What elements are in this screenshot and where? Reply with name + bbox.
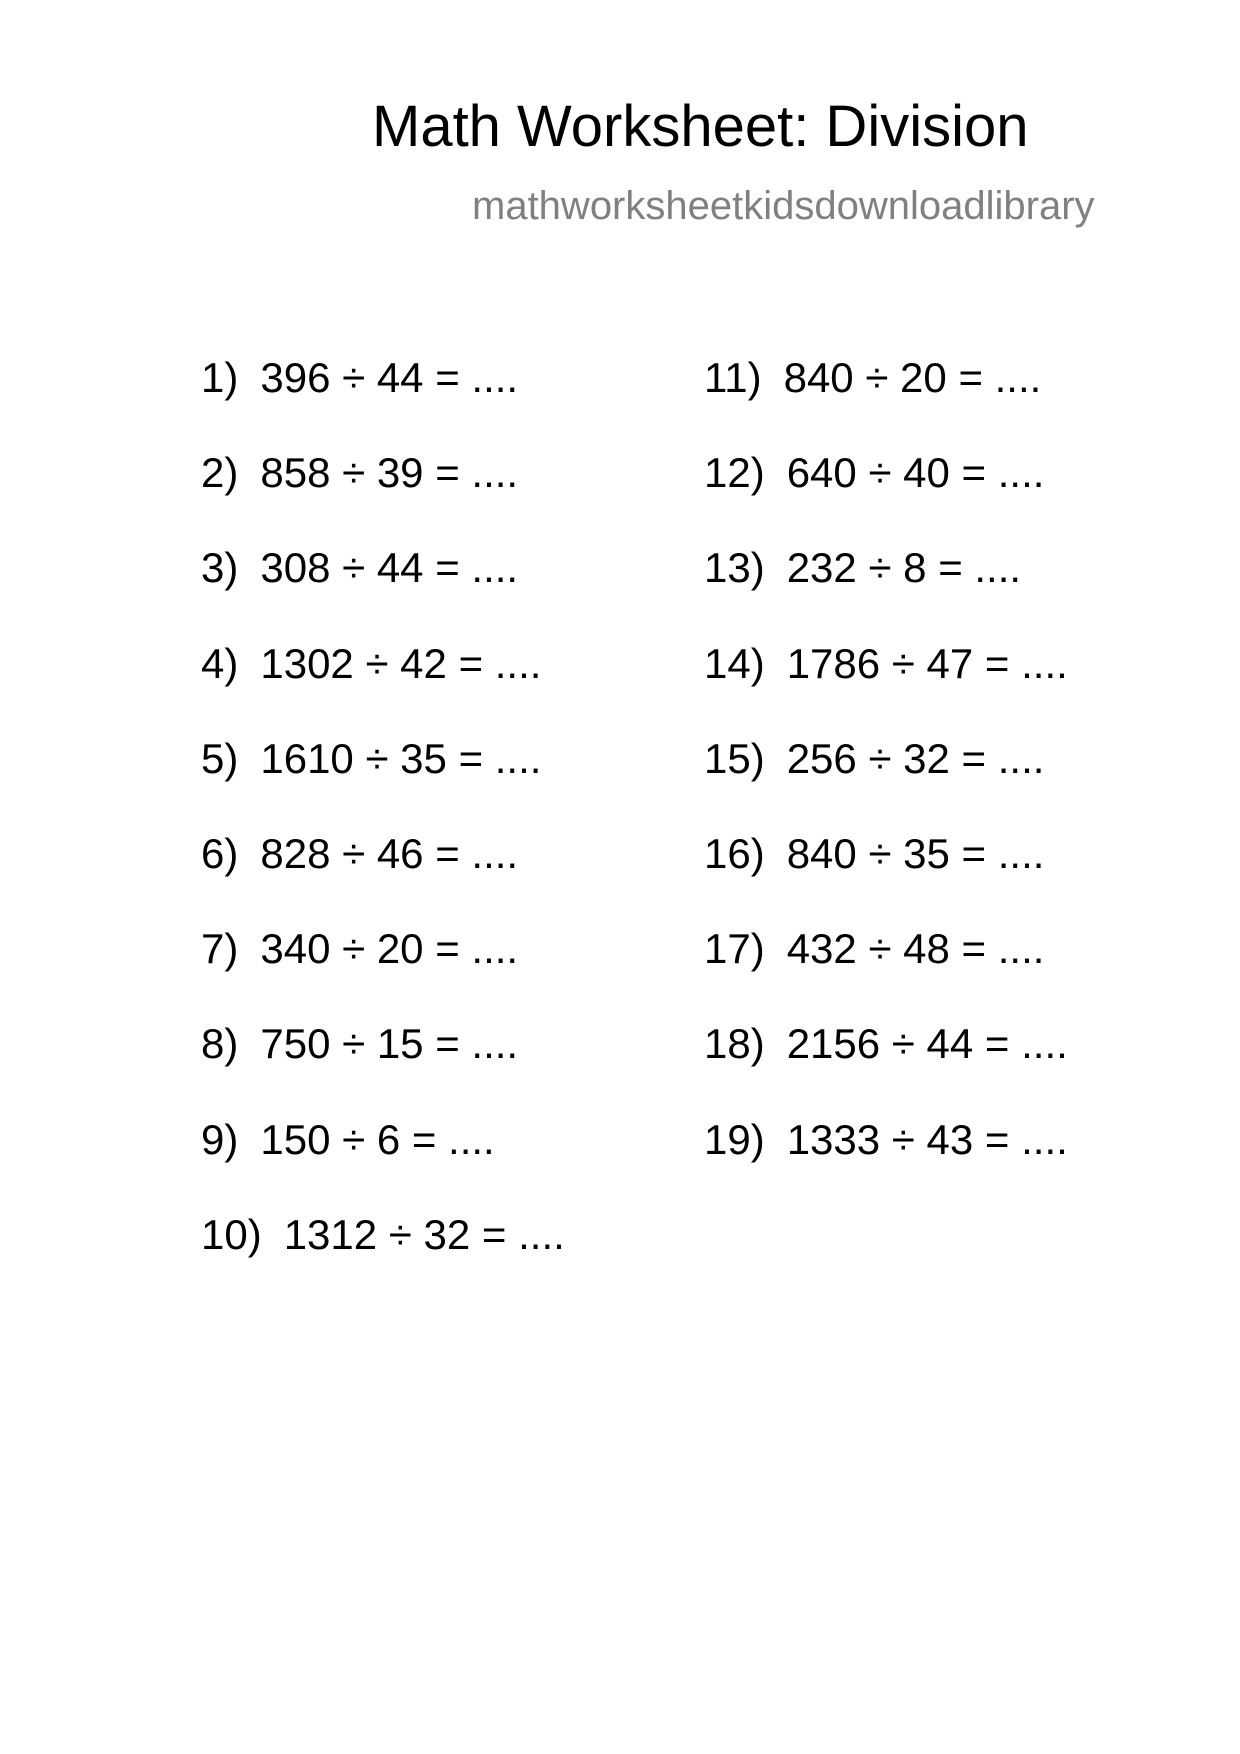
problem-3 — [201, 544, 565, 639]
problem-11 — [704, 354, 1068, 449]
problem-number: 12) — [704, 449, 765, 497]
problem-number: 18) — [704, 1020, 765, 1068]
problem-expression: 640 ÷ 40 = .... — [786, 449, 1045, 497]
problem-number: 16) — [704, 829, 765, 877]
problem-expression: 340 ÷ 20 = .... — [260, 925, 519, 973]
problem-expression: 1610 ÷ 35 = .... — [260, 734, 542, 782]
problem-expression: 1302 ÷ 42 = .... — [260, 639, 542, 687]
problem-number: 5) — [201, 734, 239, 782]
problem-expression: 396 ÷ 44 = .... — [260, 354, 519, 401]
problem-expression: 256 ÷ 32 = .... — [786, 734, 1045, 782]
problem-1 — [201, 354, 565, 449]
problem-expression: 750 ÷ 15 = .... — [260, 1020, 519, 1068]
problem-2 — [201, 449, 565, 544]
problem-9 — [201, 1116, 565, 1211]
worksheet-subtitle: mathworksheetkidsdownloadlibrary — [472, 184, 1095, 228]
problem-number: 4) — [201, 639, 239, 687]
problem-expression: 840 ÷ 35 = .... — [786, 829, 1045, 877]
problem-number: 14) — [704, 639, 765, 687]
problem-number: 6) — [201, 829, 239, 877]
problem-expression: 2156 ÷ 44 = .... — [786, 1020, 1068, 1068]
problem-number: 11) — [704, 354, 762, 401]
problem-expression: 1786 ÷ 47 = .... — [786, 639, 1068, 687]
problem-17 — [704, 925, 1068, 1020]
problem-expression: 150 ÷ 6 = .... — [260, 1115, 495, 1163]
problem-15 — [704, 735, 1068, 830]
problem-expression: 828 ÷ 46 = .... — [260, 829, 519, 877]
problem-8 — [201, 1020, 565, 1115]
problem-14 — [704, 640, 1068, 735]
problem-expression: 858 ÷ 39 = .... — [260, 449, 519, 497]
problem-10 — [201, 1211, 565, 1306]
problem-number: 10) — [201, 1210, 262, 1258]
problem-expression: 432 ÷ 48 = .... — [786, 925, 1045, 973]
problem-number: 8) — [201, 1020, 239, 1068]
problem-number: 19) — [704, 1115, 765, 1163]
problem-number: 3) — [201, 544, 239, 592]
problem-6 — [201, 830, 565, 925]
problem-number: 9) — [201, 1115, 239, 1163]
problem-number: 17) — [704, 925, 765, 973]
problem-4 — [201, 640, 565, 735]
worksheet-title: Math Worksheet: Division — [372, 94, 1029, 159]
problem-number: 7) — [201, 925, 239, 973]
problem-16 — [704, 830, 1068, 925]
problem-expression: 840 ÷ 20 = .... — [783, 354, 1042, 401]
problem-expression: 308 ÷ 44 = .... — [260, 544, 519, 592]
problem-expression: 232 ÷ 8 = .... — [786, 544, 1022, 592]
problem-number: 13) — [704, 544, 765, 592]
problem-7 — [201, 925, 565, 1020]
problem-number: 1) — [201, 354, 239, 401]
problem-18 — [704, 1020, 1068, 1115]
problem-expression: 1312 ÷ 32 = .... — [283, 1210, 565, 1258]
problem-12 — [704, 449, 1068, 544]
problem-5 — [201, 735, 565, 830]
problem-expression: 1333 ÷ 43 = .... — [786, 1115, 1068, 1163]
problem-number: 2) — [201, 449, 239, 497]
problem-number: 15) — [704, 734, 765, 782]
problem-13 — [704, 544, 1068, 639]
problem-column-right — [704, 354, 1068, 1211]
problem-19 — [704, 1116, 1068, 1211]
problem-column-left — [201, 354, 565, 1306]
